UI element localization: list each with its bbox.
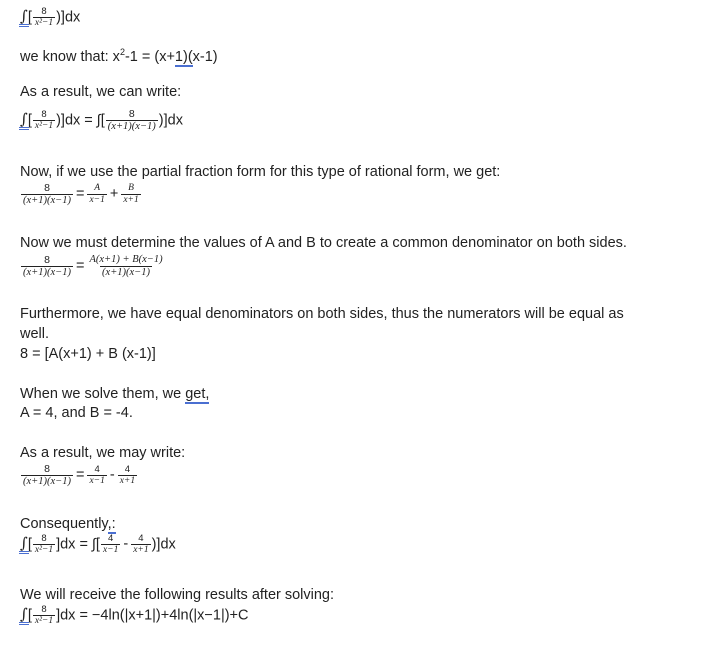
- proofing-mark[interactable]: 1)(: [174, 48, 193, 65]
- equation-3: $\frac{8}{(x+1)(x-1)}$ = $\frac{A}{x-1}$ + $\frac{B}{x+1}$: [23, 182, 139, 206]
- integral-symbol: ∫: [20, 605, 28, 624]
- proofing-mark[interactable]: get,: [185, 386, 210, 402]
- equation-4: $\frac{8}{(x+1)(x-1)}$ = $\frac{A(x+1) + B(x-1)}{(x+1)(x-1)}$: [23, 254, 163, 278]
- fraction: $\frac{8}{(x+1)(x-1)}$: [23, 182, 71, 206]
- know-line: we know that: $x^2-1 = (x+1)(x-1)$: [20, 47, 218, 65]
- equation-6: ∫[ $\frac{8}{\text{x²−1}}$ ]dx = ∫[ $\frac{4}{x-1}$ - $\frac{4}{x+1}$ )]dx: [20, 533, 176, 555]
- solve-text: When we solve them, we get,: [20, 386, 210, 402]
- fraction: $\frac{8}{\text{x²−1}}$: [34, 604, 54, 626]
- integral-statement: ∫[ $\frac{8}{\text{x²−1}}$ )]dx: [20, 6, 81, 28]
- partial-fraction-text: Now, if we use the partial fraction form for this type of rational form, we get:: [20, 164, 501, 180]
- proofing-mark[interactable]: ,:: [107, 516, 116, 532]
- integral-symbol: ∫: [20, 534, 28, 553]
- fraction: $\frac{8}{\text{x²−1}}$: [34, 533, 54, 555]
- equation-7-final-result: ∫[ $\frac{8}{\text{x²−1}}$ ]dx = −4ln(|x+1|)+4ln(|x−1|)+C: [20, 604, 249, 626]
- numerator-equation: 8 = [A(x+1) + B (x-1)]: [20, 346, 156, 362]
- fraction: $\frac{A(x+1) + B(x-1)}{(x+1)(x-1)}$: [89, 254, 163, 278]
- equation-2: ∫[ $\frac{8}{\text{x²−1}}$ )]dx = ∫[ $\frac{8}{(x+1)(x-1)}$ )]dx: [20, 108, 183, 132]
- fraction: $\frac{4}{x+1}$: [119, 464, 136, 486]
- fraction: $\frac{8}{(x+1)(x-1)}$: [23, 254, 71, 278]
- fraction: $\frac{8}{(x+1)(x-1)}$: [23, 463, 71, 487]
- integral-symbol: ∫: [20, 110, 28, 129]
- fraction: $\frac{4}{x-1}$: [89, 464, 105, 486]
- determine-text: Now we must determine the values of A and B to create a common denominator on both sides.: [20, 235, 627, 251]
- result-write-text: As a result, we can write:: [20, 84, 182, 100]
- integral-symbol: ∫: [20, 7, 28, 26]
- may-write-text: As a result, we may write:: [20, 445, 186, 461]
- fraction: $\frac{B}{x+1}$: [123, 183, 139, 205]
- ab-values: A = 4, and B = -4.: [20, 405, 133, 421]
- fraction: $\frac{4}{x+1}$: [133, 533, 149, 555]
- fraction: $\frac{4}{x-1}$: [102, 533, 119, 555]
- fraction: $\frac{8}{\text{x²−1}}$: [34, 6, 54, 28]
- fraction: $\frac{8}{\text{x²−1}}$: [34, 109, 54, 131]
- fraction: $\frac{8}{(x+1)(x-1)}$: [107, 108, 156, 132]
- furthermore-text-2: well.: [20, 326, 50, 342]
- fraction: $\frac{A}{x-1}$: [89, 183, 105, 205]
- equation-5: $\frac{8}{(x+1)(x-1)}$ = $\frac{4}{x-1}$ - $\frac{4}{x+1}$: [23, 463, 136, 487]
- consequently-text: Consequently,:: [20, 516, 116, 532]
- receive-text: We will receive the following results after solving:: [20, 587, 335, 603]
- furthermore-text-1: Furthermore, we have equal denominators on both sides, thus the numerators will be equal as: [20, 306, 624, 322]
